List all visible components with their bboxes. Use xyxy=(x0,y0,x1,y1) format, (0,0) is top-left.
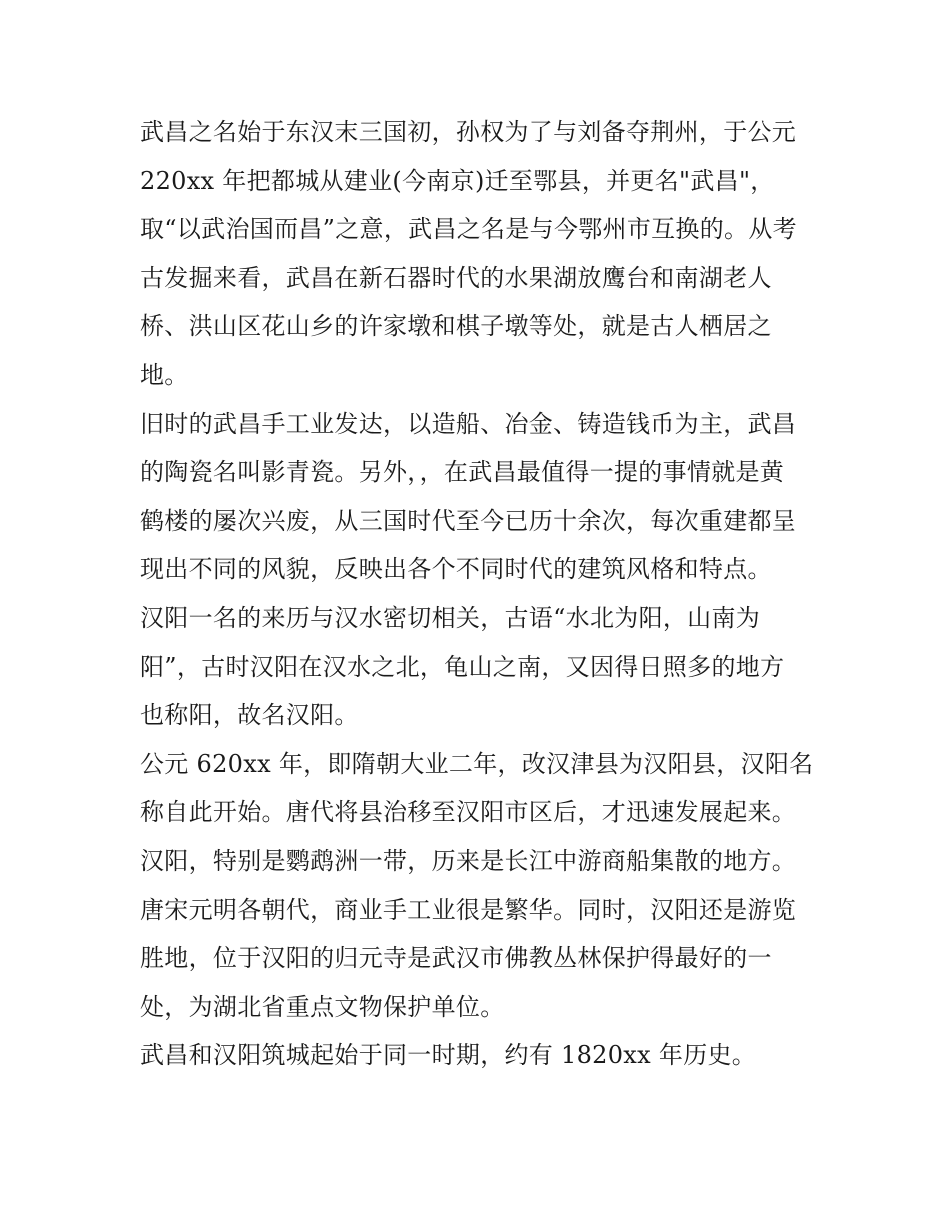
text-line: 旧时的武昌手工业发达，以造船、冶金、铸造钱币为主，武昌 xyxy=(140,409,797,438)
text-line: 220xx 年把都城从建业(今南京)迁至鄂县，并更名"武昌"， xyxy=(140,166,775,195)
text-line: 武昌和汉阳筑城起始于同一时期，约有 1820xx 年历史。 xyxy=(140,1041,757,1070)
text-line: 古发掘来看，武昌在新石器时代的水果湖放鹰台和南湖老人 xyxy=(140,263,772,292)
text-line: 唐宋元明各朝代，商业手工业很是繁华。同时，汉阳还是游览 xyxy=(140,895,797,924)
text-line: 阳”，古时汉阳在汉水之北，龟山之南，又因得日照多的地方 xyxy=(140,652,785,681)
text-line: 地。 xyxy=(140,360,189,389)
document-body xyxy=(140,108,820,1080)
text-line: 称自此开始。唐代将县治移至汉阳市区后，才迅速发展起来。 xyxy=(140,798,797,827)
text-line: 的陶瓷名叫影青瓷。另外，，在武昌最值得一提的事情就是黄 xyxy=(140,458,785,487)
text-line: 鹤楼的屡次兴废，从三国时代至今已历十余次，每次重建都呈 xyxy=(140,506,797,535)
text-line: 公元 620xx 年，即隋朝大业二年，改汉津县为汉阳县，汉阳名 xyxy=(140,749,814,778)
text-line: 现出不同的风貌，反映出各个不同时代的建筑风格和特点。 xyxy=(140,555,772,584)
text-line: 汉阳一名的来历与汉水密切相关，古语“水北为阳，山南为 xyxy=(140,603,761,632)
text-line: 也称阳，故名汉阳。 xyxy=(140,701,359,730)
text-line: 取“以武治国而昌”之意，武昌之名是与今鄂州市互换的。从考 xyxy=(140,215,797,244)
text-line: 处，为湖北省重点文物保护单位。 xyxy=(140,992,505,1021)
text-line: 武昌之名始于东汉末三国初，孙权为了与刘备夺荆州，于公元 xyxy=(140,118,797,146)
text-line: 汉阳，特别是鹦鹉洲一带，历来是长江中游商船集散的地方。 xyxy=(140,846,797,875)
text-line: 桥、洪山区花山乡的许家墩和棋子墩等处，就是古人栖居之 xyxy=(140,312,772,341)
text-line: 胜地，位于汉阳的归元寺是武汉市佛教丛林保护得最好的一 xyxy=(140,944,772,973)
